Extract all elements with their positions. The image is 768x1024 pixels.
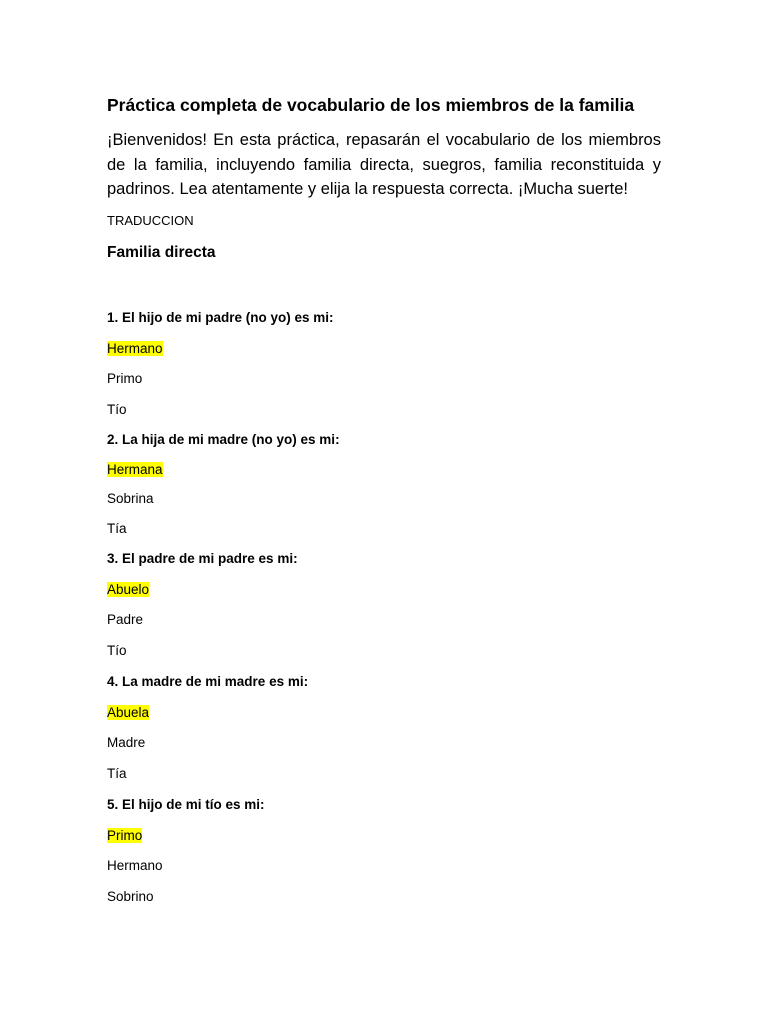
- question-2: 2. La hija de mi madre (no yo) es mi:: [107, 432, 340, 447]
- question-1: 1. El hijo de mi padre (no yo) es mi:: [107, 310, 334, 325]
- question-4: 4. La madre de mi madre es mi:: [107, 674, 309, 689]
- answer-option[interactable]: [107, 460, 163, 479]
- option-label: Abuelo: [107, 582, 150, 597]
- answer-option[interactable]: [107, 339, 163, 358]
- option-label: Padre: [107, 612, 144, 627]
- answer-option[interactable]: [107, 641, 127, 660]
- option-label: Tía: [107, 766, 127, 781]
- answer-option[interactable]: [107, 764, 127, 783]
- answer-option[interactable]: [107, 519, 127, 538]
- translation-label: TRADUCCION: [107, 213, 194, 228]
- answer-option[interactable]: [107, 703, 149, 722]
- option-label: Hermana: [107, 462, 163, 477]
- option-label: Tío: [107, 402, 127, 417]
- option-label: Primo: [107, 371, 143, 386]
- answer-option[interactable]: [107, 489, 154, 508]
- document-title: Práctica completa de vocabulario de los miembros de la familia: [107, 95, 635, 115]
- section-heading: Familia directa: [107, 244, 216, 261]
- answer-option[interactable]: [107, 400, 127, 419]
- option-label: Hermano: [107, 341, 163, 356]
- option-label: Madre: [107, 735, 146, 750]
- answer-option[interactable]: [107, 369, 142, 388]
- option-label: Primo: [107, 828, 143, 843]
- intro-paragraph: ¡Bienvenidos! En esta práctica, repasarán el vocabulario de los miembros de la familia, incluyendo familia directa, suegros, familia reconstituida y padrinos. Lea atentamente y elija la respuesta correcta. ¡Mucha suerte!: [107, 131, 661, 198]
- answer-option[interactable]: [107, 826, 142, 845]
- answer-option[interactable]: [107, 887, 154, 906]
- question-3: 3. El padre de mi padre es mi:: [107, 551, 298, 566]
- option-label: Tía: [107, 521, 127, 536]
- answer-option[interactable]: [107, 580, 149, 599]
- option-label: Sobrina: [107, 491, 154, 506]
- answer-option[interactable]: [107, 610, 143, 629]
- question-5: 5. El hijo de mi tío es mi:: [107, 797, 265, 812]
- answer-option[interactable]: [107, 856, 163, 875]
- option-label: Sobrino: [107, 889, 154, 904]
- option-label: Abuela: [107, 705, 150, 720]
- option-label: Tío: [107, 643, 127, 658]
- answer-option[interactable]: [107, 733, 145, 752]
- option-label: Hermano: [107, 858, 163, 873]
